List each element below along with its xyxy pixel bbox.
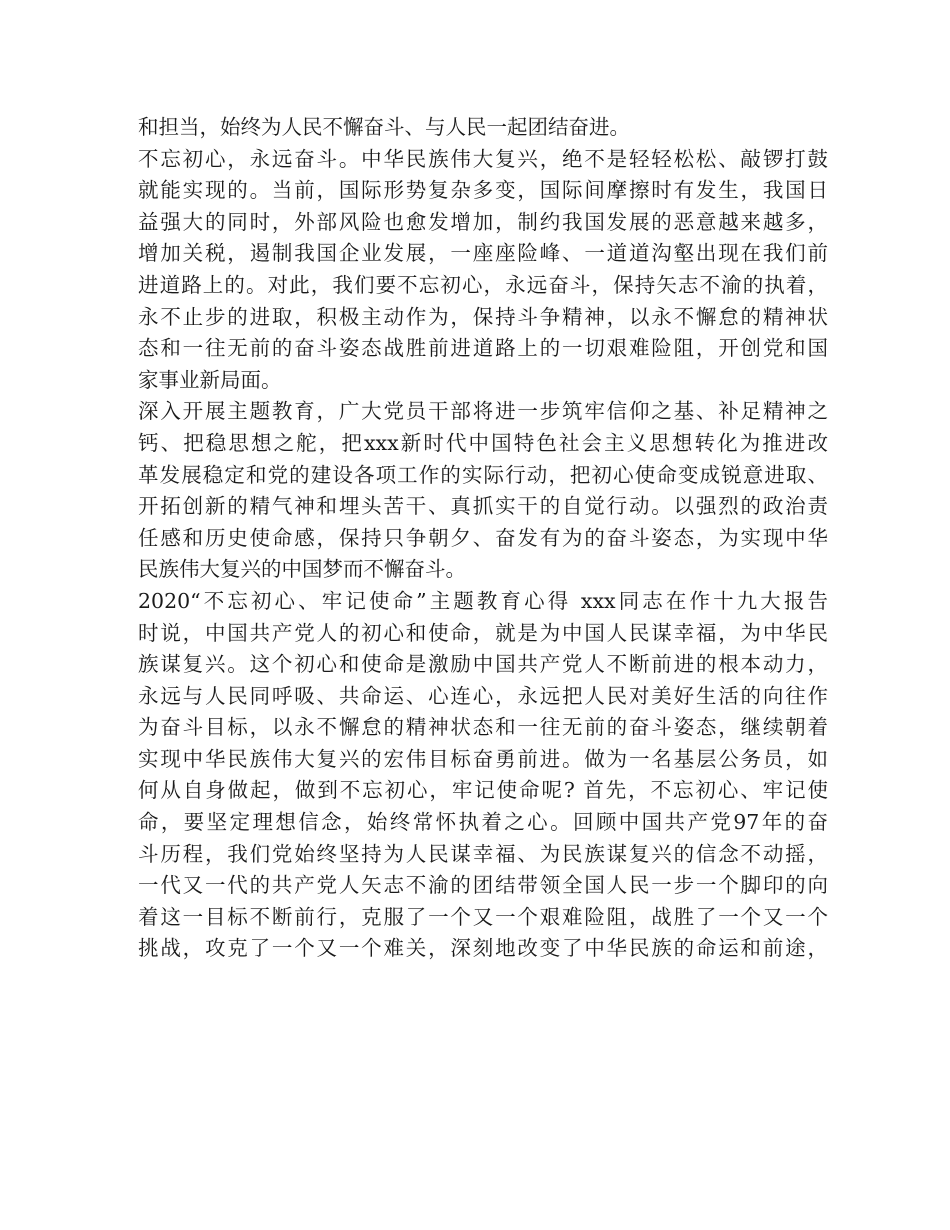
text-line: 益强大的同时，外部风险也愈发增加，制约我国发展的恶意越来越多， [138,209,828,234]
text-line: 就能实现的。当前，国际形势复杂多变，国际间摩擦时有发生，我国日 [138,178,828,203]
text-line: 增加关税，遏制我国企业发展，一座座险峰、一道道沟壑出现在我们前 [138,241,828,266]
text-line: 革发展稳定和党的建设各项工作的实际行动，把初心使命变成锐意进取、 [138,462,828,487]
text-line: 民族伟大复兴的中国梦而不懈奋斗。 [138,557,466,582]
text-line: 何从自身做起，做到不忘初心，牢记使命呢? 首先，不忘初心、牢记使 [138,778,828,803]
text-line: 开拓创新的精气神和埋头苦干、真抓实干的自觉行动。以强烈的政治责 [138,494,828,519]
text-line: 家事业新局面。 [138,367,282,392]
text-line: 态和一往无前的奋斗姿态战胜前进道路上的一切艰难险阻，开创党和国 [138,336,828,361]
text-line: 永远与人民同呼吸、共命运、心连心，永远把人民对美好生活的向往作 [138,683,828,708]
text-line: 族谋复兴。这个初心和使命是激励中国共产党人不断前进的根本动力， [138,652,828,677]
text-line: 为奋斗目标，以永不懈怠的精神状态和一往无前的奋斗姿态，继续朝着 [138,715,828,740]
text-line: 着这一目标不断前行，克服了一个又一个艰难险阻，战胜了一个又一个 [138,904,828,929]
text-line: 命，要坚定理想信念，始终常怀执着之心。回顾中国共产党97年的奋 [138,810,828,835]
text-line: 时说，中国共产党人的初心和使命，就是为中国人民谋幸福，为中华民 [138,620,828,645]
text-line: 不忘初心，永远奋斗。中华民族伟大复兴，绝不是轻轻松松、敲锣打鼓 [138,146,828,171]
text-line: 永不止步的进取，积极主动作为，保持斗争精神，以永不懈怠的精神状 [138,304,828,329]
text-line: 实现中华民族伟大复兴的宏伟目标奋勇前进。做为一名基层公务员，如 [138,746,828,771]
text-line: 进道路上的。对此，我们要不忘初心，永远奋斗，保持矢志不渝的执着， [138,272,828,297]
text-line: 钙、把稳思想之舵，把xxx新时代中国特色社会主义思想转化为推进改 [138,430,828,455]
text-line: 斗历程，我们党始终坚持为人民谋幸福、为民族谋复兴的信念不动摇， [138,841,828,866]
text-line: 和担当，始终为人民不懈奋斗、与人民一起团结奋进。 [138,115,630,139]
text-line: 一代又一代的共产党人矢志不渝的团结带领全国人民一步一个脚印的向 [138,873,828,898]
text-line: 挑战，攻克了一个又一个难关，深刻地改变了中华民族的命运和前途， [138,936,828,961]
text-line: 任感和历史使命感，保持只争朝夕、奋发有为的奋斗姿态，为实现中华 [138,525,828,550]
document-body [138,112,828,965]
text-line: 2020“不忘初心、牢记使命”主题教育心得 xxx同志在作十九大报告 [138,588,828,613]
text-line: 深入开展主题教育，广大党员干部将进一步筑牢信仰之基、补足精神之 [138,399,828,424]
